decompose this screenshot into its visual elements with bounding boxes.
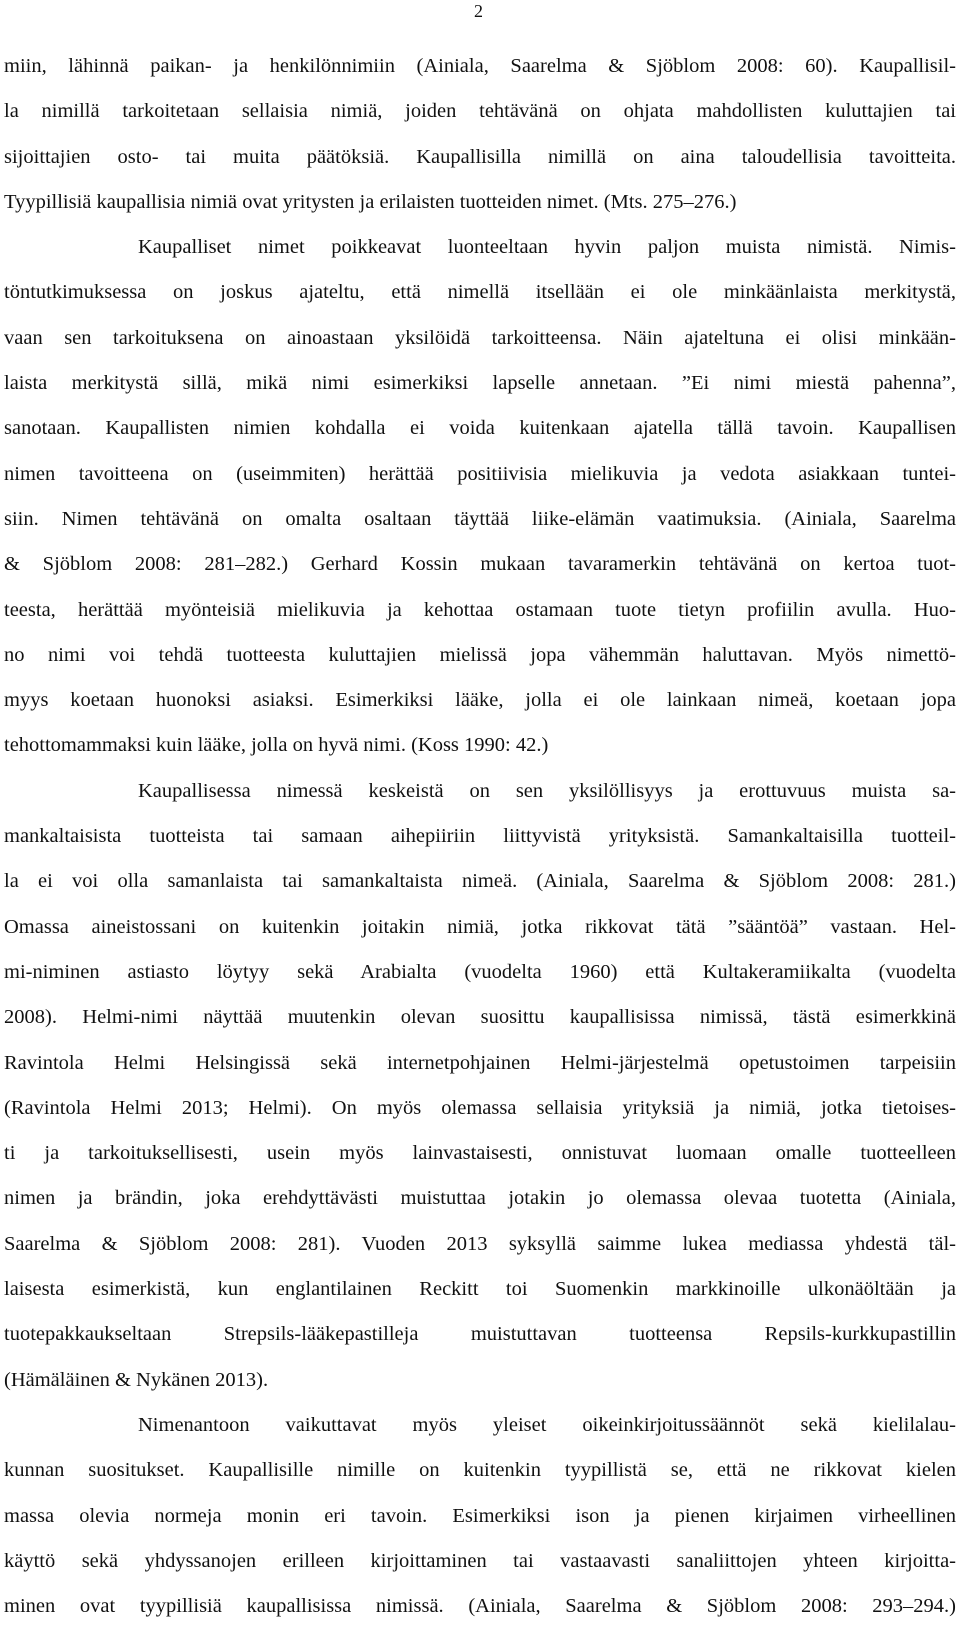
text-line: Nimenantoon vaikuttavat myös yleiset oikeinkirjoitussäännöt sekä kielilalau- xyxy=(138,1413,956,1436)
text-line: nimen tavoitteena on (useimmiten) herättää positiivisia mielikuvia ja vedota asiakkaan tuntei- xyxy=(4,462,956,485)
text-line: no nimi voi tehdä tuotteesta kuluttajien mielissä jopa vähemmän haluttavan. Myös nimettö- xyxy=(4,643,956,666)
text-line: 2008). Helmi-nimi näyttää muutenkin olevan suosittu kaupallisissa nimissä, tästä esimerkkinä xyxy=(4,1006,956,1029)
text-line: ti ja tarkoituksellisesti, usein myös lainvastaisesti, onnistuvat luomaan omalle tuotteelleen xyxy=(4,1142,956,1165)
page-number: 2 xyxy=(474,1,483,21)
text-line: sanotaan. Kaupallisten nimien kohdalla ei voida kuitenkaan ajatella tällä tavoin. Kaupallisen xyxy=(4,417,956,440)
text-line: tehottomammaksi kuin lääke, jolla on hyvä nimi. (Koss 1990: 42.) xyxy=(4,734,549,757)
text-line: Kaupalliset nimet poikkeavat luonteeltaan hyvin paljon muista nimistä. Nimis- xyxy=(138,236,956,259)
text-line: Saarelma & Sjöblom 2008: 281). Vuoden 2013 syksyllä saimme lukea mediassa yhdestä täl- xyxy=(4,1232,956,1255)
text-line: laista merkitystä sillä, mikä nimi esimerkiksi lapselle annetaan. ”Ei nimi miestä pahenna”, xyxy=(4,372,956,395)
text-line: (Hämäläinen & Nykänen 2013). xyxy=(4,1368,269,1391)
text-line: vaan sen tarkoituksena on ainoastaan yksilöidä tarkoitteensa. Näin ajateltuna ei olisi minkään- xyxy=(4,326,956,349)
body-text xyxy=(4,44,956,1629)
text-line: Tyypillisiä kaupallisia nimiä ovat yritysten ja erilaisten tuotteiden nimet. (Mts. 275–276.) xyxy=(4,190,737,213)
text-line: kunnan suositukset. Kaupallisille nimille on kuitenkin tyypillistä se, että ne rikkovat kielen xyxy=(4,1459,956,1482)
text-line: Kaupallisessa nimessä keskeistä on sen yksilöllisyys ja erottuvuus muista sa- xyxy=(138,779,956,802)
text-line: teesta, herättää myönteisiä mielikuvia ja kehottaa ostamaan tuote tietyn profiilin avulla. Huo- xyxy=(4,598,956,621)
text-line: massa olevia normeja monin eri tavoin. Esimerkiksi ison ja pienen kirjaimen virheellinen xyxy=(4,1504,956,1527)
text-line: tuotepakkaukseltaan Strepsils-lääkepastilleja muistuttavan tuotteensa Repsils-kurkkupastillin xyxy=(4,1323,956,1346)
text-line: myys koetaan huonoksi asiaksi. Esimerkiksi lääke, jolla ei ole lainkaan nimeä, koetaan jopa xyxy=(4,689,956,712)
text-line: Ravintola Helmi Helsingissä sekä internetpohjainen Helmi-järjestelmä opetustoimen tarpeisiin xyxy=(4,1051,956,1074)
text-line: laisesta esimerkistä, kun englantilainen Reckitt toi Suomenkin markkinoille ulkonäöltään ja xyxy=(4,1278,956,1301)
text-line: sijoittajien osto- tai muita päätöksiä. Kaupallisilla nimillä on aina taloudellisia tavoitteita. xyxy=(4,145,956,168)
text-line: la ei voi olla samanlaista tai samankaltaista nimeä. (Ainiala, Saarelma & Sjöblom 2008: 281.) xyxy=(4,870,956,893)
text-line: nimen ja brändin, joka erehdyttävästi muistuttaa jotakin jo olemassa olevaa tuotetta (Ainiala, xyxy=(4,1187,956,1210)
text-line: Omassa aineistossani on kuitenkin joitakin nimiä, jotka rikkovat tätä ”sääntöä” vastaan. Hel- xyxy=(4,915,956,938)
text-line: & Sjöblom 2008: 281–282.) Gerhard Kossin mukaan tavaramerkin tehtävänä on kertoa tuot- xyxy=(4,553,956,576)
text-line: minen ovat tyypillisiä kaupallisissa nimissä. (Ainiala, Saarelma & Sjöblom 2008: 293–294.) xyxy=(4,1595,956,1618)
text-line: käyttö sekä yhdyssanojen erilleen kirjoittaminen tai vastaavasti sanaliittojen yhteen kirjoitta- xyxy=(4,1549,956,1572)
text-line: töntutkimuksessa on joskus ajateltu, että nimellä itsellään ei ole minkäänlaista merkitystä, xyxy=(4,281,956,304)
text-line: mankaltaisista tuotteista tai samaan aihepiiriin liittyvistä yrityksistä. Samankaltaisilla tuotteil- xyxy=(4,825,956,848)
text-line: siin. Nimen tehtävänä on omalta osaltaan täyttää liike-elämän vaatimuksia. (Ainiala, Saarelma xyxy=(4,507,956,530)
text-line: mi-niminen astiasto löytyy sekä Arabialta (vuodelta 1960) että Kultakeramiikalta (vuodelta xyxy=(4,960,956,983)
text-line: la nimillä tarkoitetaan sellaisia nimiä, joiden tehtävänä on ohjata mahdollisten kuluttajien tai xyxy=(4,100,956,123)
text-line: miin, lähinnä paikan- ja henkilönnimiin (Ainiala, Saarelma & Sjöblom 2008: 60). Kaupallisil- xyxy=(4,55,956,77)
text-line: (Ravintola Helmi 2013; Helmi). On myös olemassa sellaisia yrityksiä ja nimiä, jotka tietoises- xyxy=(4,1096,956,1119)
